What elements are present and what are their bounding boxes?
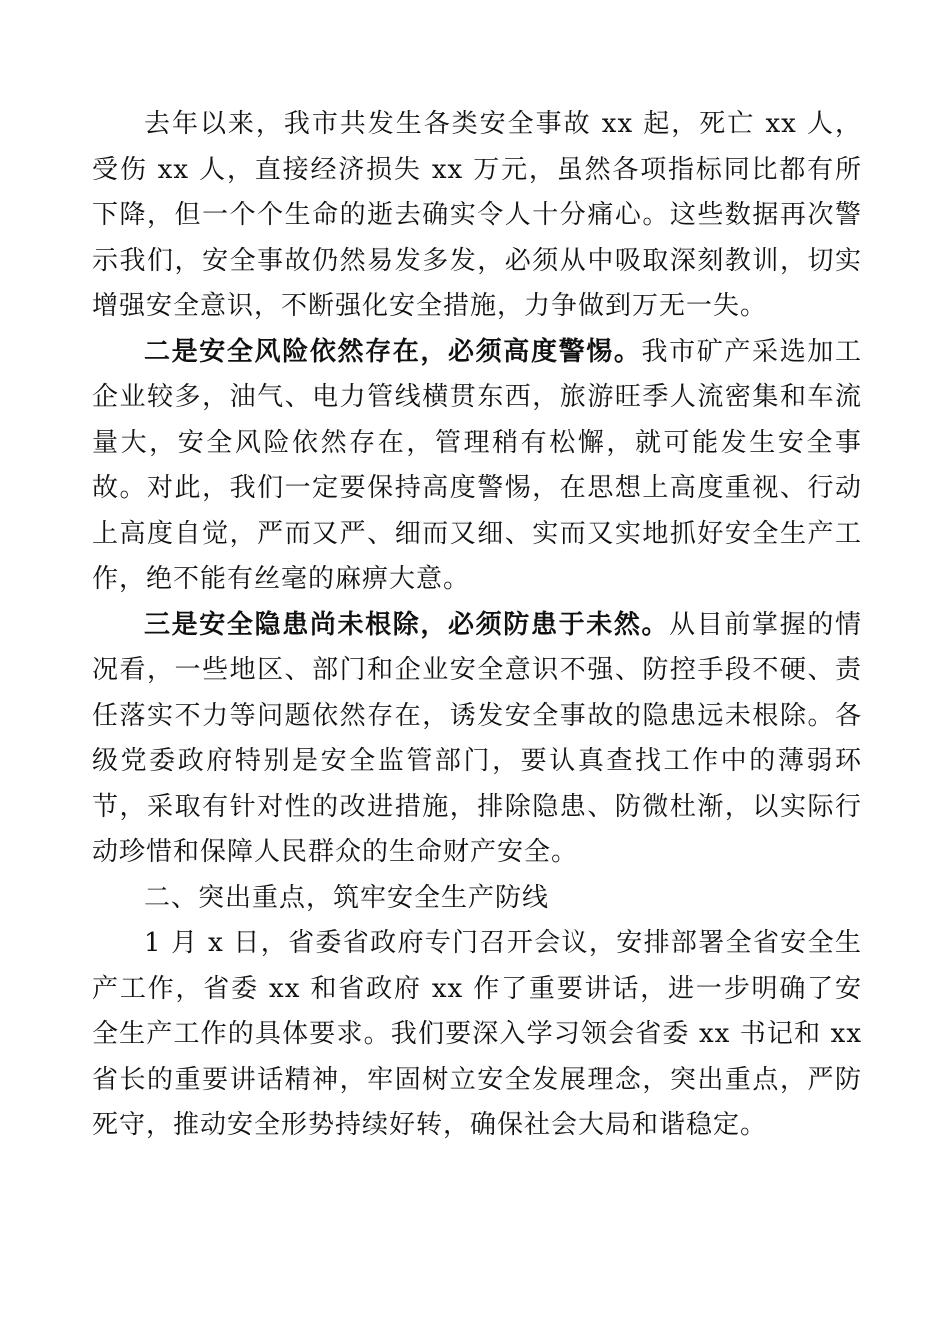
paragraph-accident-stats: 去年以来，我市共发生各类安全事故 xx 起，死亡 xx 人，受伤 xx 人，直接经济损失 xx 万元，虽然各项指标同比都有所下降，但一个个生命的逝去确实令人十分痛心。这些数据再次警示我们，安全事故仍然易发多发，必须从中吸取深刻教训，切实增强安全意识，不断强化安全措施，力争做到万无一失。 xyxy=(92,109,862,321)
paragraph-risk-body: 我市矿产采选加工企业较多，油气、电力管线横贯东西，旅游旺季人流密集和车流量大，安全风险依然存在，管理稍有松懈，就可能发生安全事故。对此，我们一定要保持高度警惕，在思想上高度重视、行动上高度自觉，严而又严、细而又细、实而又实地抓好安全生产工作，绝不能有丝毫的麻痹大意。 xyxy=(92,336,862,594)
paragraph-hazard xyxy=(92,603,862,876)
document-page xyxy=(92,102,862,1149)
paragraph-risk-heading: 二是安全风险依然存在，必须高度警惕。 xyxy=(144,336,642,367)
paragraph-hazard-heading: 三是安全隐患尚未根除，必须防患于未然。 xyxy=(144,609,670,640)
paragraph-provincial-meeting: 1 月 x 日，省委省政府专门召开会议，安排部署全省安全生产工作，省委 xx 和省政府 xx 作了重要讲话，进一步明确了安全生产工作的具体要求。我们要深入学习领会省委 xx 书记和 xx 省长的重要讲话精神，牢固树立安全发展理念，突出重点，严防死守，推动安全形势持续好转，确保社会大局和谐稳定。 xyxy=(92,928,862,1140)
paragraph-hazard-body: 从目前掌握的情况看，一些地区、部门和企业安全意识不强、防控手段不硬、责任落实不力等问题依然存在，诱发安全事故的隐患远未根除。各级党委政府特别是安全监管部门，要认真查找工作中的薄弱环节，采取有针对性的改进措施，排除隐患、防微杜渐，以实际行动珍惜和保障人民群众的生命财产安全。 xyxy=(92,609,862,867)
paragraph-risk xyxy=(92,330,862,603)
section-title: 二、突出重点，筑牢安全生产防线 xyxy=(144,882,550,913)
